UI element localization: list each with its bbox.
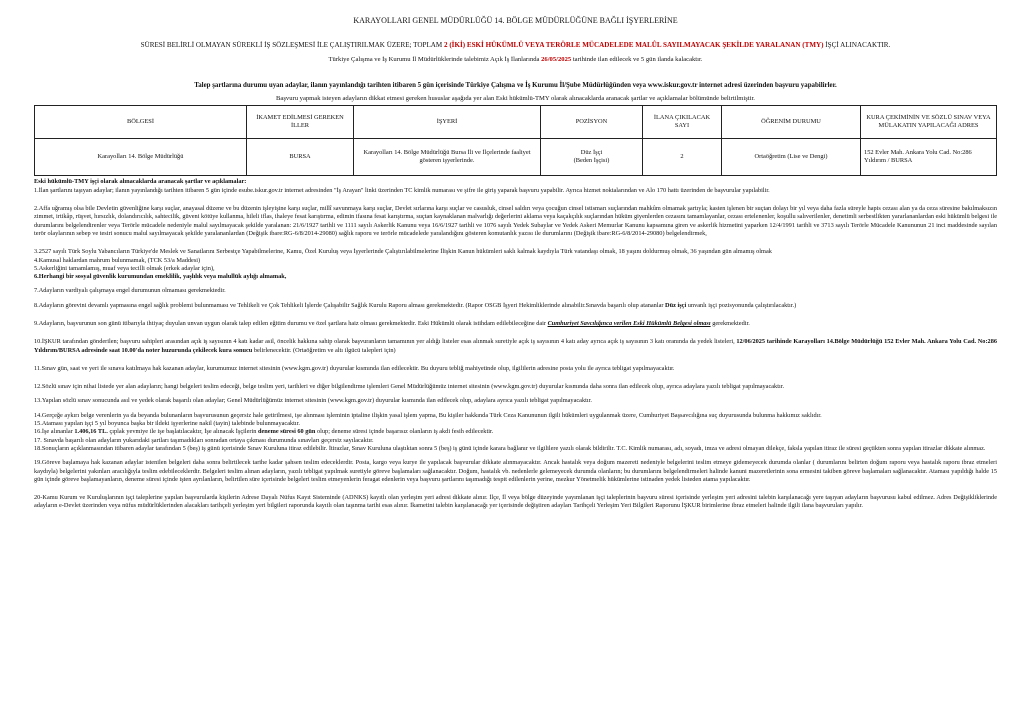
- subtitle-post: İŞÇİ ALINACAKTIR.: [823, 40, 891, 49]
- table-header-row: [35, 106, 997, 139]
- condition-item-7: 7.Adayların vardiyalı çalışmaya engel durumunun olmaması gerekmektedir.: [34, 287, 226, 295]
- positions-table: [34, 105, 997, 176]
- announce-line: [34, 56, 997, 65]
- col-header-region: BÖLGESİ: [35, 106, 247, 139]
- application-instruction: Talep şartlarına durumu uyan adaylar, ilanın yayınlandığı tarihten itibaren 5 gün içerisinde Türkiye Çalışma ve İş Kurumu İl/Şube Müdürlüğünden veya www.iskur.gov.tr internet adresi üzerinden başvuru yapabilirler.: [194, 81, 837, 89]
- condition-item-8: [34, 302, 997, 310]
- document-title: KARAYOLLARI GENEL MÜDÜRLÜĞÜ 14. BÖLGE MÜDÜRLÜĞÜNE BAĞLI İŞYERLERİNE: [353, 16, 678, 25]
- item-9-post: gerekmektedir.: [710, 319, 750, 327]
- col-header-workplace: İŞYERİ: [354, 106, 541, 139]
- document-subtitle: [34, 41, 997, 50]
- item-8-pre: 8.Adayların görevini devamlı yapmasına engel sağlık problemi bulunmaması ve Tehlikeli ve Çok Tehlikeli İşlerde Çalışabilir Sağlık Kurulu Raporu alması gerekmektedir. (Rapor OSGB İşyeri Hekimliklerinde alınabilir.Sınavda başarılı olup atananlar: [34, 301, 666, 309]
- condition-item-14: 14.Gerçeğe aykırı belge verenlerin ya da beyanda bulunanların başvurusunun geçersiz hale getirilmesi, işe alınması işleminin iptaline ilişkin yasal işlem yapma, Bu kişiler hakkında Türk Ceza Kanununun ilgili hükümleri uygulanmak üzere, Cumhuriyet Başsavcılığına suç duyurusunda bulunma hakkımız saklıdır.: [34, 411, 822, 419]
- item-10-bold: 12/06/2025 tarihinde Karayolları 14.Bölge Müdürlüğü 152 Evler Mah. Ankara Yolu Cad. No:286 Yıldırım/BURSA adresinde saat 10.00'da noter huzurunda çekilecek kura sonucu: [34, 338, 997, 354]
- cell-cities: BURSA: [247, 139, 354, 176]
- table-row: [35, 139, 997, 176]
- condition-item-11: 11.Sınav gün, saat ve yeri ile sınava katılmaya hak kazanan adaylar, kurumumuz internet sitesinin (www.kgm.gov.tr) duyurular kısmında ilan edilecektir. Bu duyuru tebliğ mahiyetinde olup, ilgililerin adresine posta yolu ile ayrıca tebligat yapılmayacaktır.: [34, 364, 675, 372]
- cell-education: Ortaöğretim (Lise ve Dengi): [722, 139, 861, 176]
- cell-count: 2: [643, 139, 722, 176]
- cell-address: 152 Evler Mah. Ankara Yolu Cad. No:286 Yıldırım / BURSA: [861, 139, 997, 176]
- col-header-education: ÖĞRENİM DURUMU: [722, 106, 861, 139]
- item-9-pre: 9.Adayların, başvurunun son günü itibarıyla ihtiyaç duyulan unvan uygun olarak talep edilen eğitim durumu ve özel şartlara haiz olması gerekmektedir. Eski Hükümlü olarak istihdam edilebileceğine dair: [34, 319, 548, 327]
- item-16-pre: 16.İşe alınanlar: [34, 428, 75, 436]
- announce-pre: Türkiye Çalışma ve İş Kurumu İl Müdürlüklerinde talebimiz Açık İş İlanlarında: [328, 55, 542, 63]
- item-16-trial: deneme süresi 60 gün: [258, 428, 316, 436]
- condition-item-13: 13.Yapılan sözlü sınav sonucunda asıl ve yedek olarak başarılı olan adaylar; Genel Müdürlüğümüz internet sitesinin (www.kgm.gov.tr) duyurular kısmında ilan edilecek olup, adaylara ayrıca yazılı tebligat yapılmayacaktır.: [34, 397, 592, 405]
- col-header-count: İLANA ÇIKILACAK SAYI: [643, 106, 722, 139]
- condition-item-5: 5.Askerliğini tamamlamış, muaf veya tecilli olmak (erkek adaylar için),: [34, 264, 215, 272]
- announcement-page: [34, 14, 997, 511]
- item-9-bold: Cumhuriyet Savcılığınca verilen Eski Hükümlü Belgesi olması: [547, 319, 711, 327]
- col-header-cities: İKAMET EDİLMESİ GEREKEN İLLER: [247, 106, 354, 139]
- cell-region: Karayolları 14. Bölge Müdürlüğü: [35, 139, 247, 176]
- subtitle-pre: SÜRESİ BELİRLİ OLMAYAN SÜREKLİ İŞ SÖZLEŞMESİ İLE ÇALIŞTIRILMAK ÜZERE; TOPLAM: [140, 40, 444, 49]
- condition-item-6: 6.Herhangi bir sosyal güvenlik kurumundan emeklilik, yaşlılık veya malullük aylığı almamak,: [34, 273, 287, 281]
- condition-item-9: [34, 320, 997, 328]
- announce-post: tarihinde ilan edilecek ve 5 gün ilanda kalacaktır.: [571, 55, 703, 63]
- col-header-position: POZİSYON: [541, 106, 643, 139]
- condition-item-20: 20-Kamu Kurum ve Kuruluşlarının işçi taleplerine yapılan başvurularda kişilerin Adrese Dayalı Nüfus Kayıt Sisteminde (ADNKS) kayıtlı olan yerleşim yeri adresi dikkate alınır. İlçe, İl veya bölge düzeyinde yayımlanan işçi taleplerinin başvuru süresi içerisinde yerleşim yeri adresini talebin karşılanacağı yere taşıyan adayların başvurusu kabul edilmez. Adres Değişikliklerinde adayların e-Devlet üzerinden veya nüfus müdürlüklerinden alacakları tarihçeli yerleşim yeri bilgileri raporunda kayıtlı olan taşınma tarihi esas alınır. İkametini talebin karşılanacağı yer içerisinde değiştiren adayları Tarihçeli Yerleşim Yeri Bilgileri Raporunu İŞKUR birimlerine ibraz etmeleri halinde ilgili ilana başvuruları yapılır.: [34, 494, 997, 510]
- cell-position: Düz İşçi (Beden İşçisi): [541, 139, 643, 176]
- item-16-mid: çıplak yevmiye ile işe başlatılacaktır, İşe alınacak İşçilerin: [107, 428, 258, 436]
- condition-item-18: 18.Sonuçların açıklanmasından itibaren adaylar tarafından 5 (beş) iş günü içerisinde Sınav Kuruluna itiraz edilebilir. İtirazlar, Sınav Kuruluna ulaştıktan sonra 5 (beş) iş günü içinde karara bağlanır ve ilgililere yazılı olarak bildirilir. T.C. Kimlik numarası, adı, soyadı, imza ve adresi olmayan dilekçe, faksla yapılan itiraz ile süresi geçtikten sonra yapılan itirazlar dikkate alınmaz.: [34, 444, 986, 452]
- conditions-title: Eski hükümlü-TMY işçi olarak alınacaklarda aranacak şartlar ve açıklamalar:: [34, 178, 247, 186]
- condition-item-12: 12.Sözlü sınav için nihai listede yer alan adayların; hangi belgeleri teslim edeceği, belge teslim yeri, tarihleri ve diğer bilgilendirme işlemleri Genel Müdürlüğümüz internet sitesinin (www.kgm.gov.tr) duyurular kısmında daha sonra ilan edilecek olup, ayrıca adaylara yazılı tebligat yapılmayacaktır.: [34, 383, 785, 391]
- condition-item-16: [34, 428, 997, 436]
- col-header-address: KURA ÇEKİMİNİN VE SÖZLÜ SINAV VEYA MÜLAKATIN YAPILACAĞI ADRES: [861, 106, 997, 139]
- subtitle-highlight: 2 (İKİ) ESKİ HÜKÜMLÜ VEYA TERÖRLE MÜCADELEDE MALÛL SAYILMAYACAK ŞEKİLDE YARALANAN (TMY): [444, 40, 824, 49]
- cell-workplace: Karayolları 14. Bölge Müdürlüğü Bursa İli ve İlçelerinde faaliyet gösteren işyerlerinde.: [354, 139, 541, 176]
- notice-line: Başvuru yapmak isteyen adayların dikkat etmesi gereken hususlar aşağıda yer alan Eski hükümlü-TMY olarak alınacaklarda aranacak şartlar ve açıklamalar bölümünde belirtilmiştir.: [276, 94, 755, 102]
- item-10-post: belirlenecektir. (Ortaöğretim ve altı ilgücü talepleri için): [252, 346, 396, 354]
- condition-item-2: 2.Affa uğramış olsa bile Devletin güvenliğine karşı suçlar, anayasal düzene ve bu düzenin işleyişine karşı suçlar, millî savunmaya karşı suçlar, Devlet sırlarına karşı suçlar ve casusluk, cinsel saldırı veya çocuğun cinsel istismarı suçlarından mahkûm olmamak şartıyla; kasten işlenen bir suçtan dolayı bir yıl veya daha fazla süreyle hapis cezası alan ya da ceza süresine bakılmaksızın zimmet, irtikâp, rüşvet, hırsızlık, dolandırıcılık, sahtecilik, güveni kötüye kullanma, hileli iflas, ihaleye fesat karıştırma, edimin ifasına fesat karıştırma, suçtan kaynaklanan malvarlığı değerlerini aklama veya kaçakçılık suçlarından hüküm giyenlerden cezasını tamamlayanlar, cezası ertelenenler, koşullu salıverilenler, denetimli serbestlikten yararlananlardan eski hükümlü belgesi ile durumlarını belgelendirenler veya Terörle mücadele nedeniyle malul sayılmayacak şekilde yaralanan: 21/6/1927 tarihli ve 1111 sayılı Askerlik Kanunu veya 16/6/1927 tarihli ve 1076 sayılı Yedek Subaylar ve Yedek Askeri Memurlar Kanunu kapsamına giren ve askerlik hizmetini yaparken 12/4/1991 tarihli ve 3713 sayılı Terörle Mücadele Kanununun 21 inci maddesinde sayılan terör olaylarının sebep ve tesiri sonucu malul sayılmayacak şekilde yaralananlardan (Değişik ibare:RG-6/8/2014-29080) sağlık raporu ve terörle mücadelede yaralandığını gösteren komutanlık yazısı ile durumlarını (Değişik ibare:RG-6/8/2014-29080) belgelendirmek,: [34, 205, 997, 237]
- item-16-wage: 1.406,16 TL.: [74, 428, 108, 436]
- condition-item-10: [34, 338, 997, 355]
- condition-item-17: 17. Sınavda başarılı olan adayların yukarıdaki şartları taşımadıkları sonradan ortaya çıkması durumunda sınavları geçersiz sayılacaktır.: [34, 436, 374, 444]
- condition-item-4: 4.Kamusal haklardan mahrum bulunmamak, (TCK 53/a Maddesi): [34, 256, 201, 264]
- item-8-bold: Düz işçi: [665, 301, 687, 309]
- item-10-pre: 10.İŞKUR tarafından gönderilen; başvuru sahipleri arasından açık iş sayısının 4 katı kadar asil, öncelik hakkına sahip olarak başvuranların tamamının yer aldığı listeler esas alınmak suretiyle açık iş sayısının 4 katı aday ayrıca açık iş sayısının 3 katı oranında da yedek listeleri,: [34, 338, 737, 346]
- announce-date: 26/05/2025: [541, 55, 572, 63]
- condition-item-15: 15.Ataması yapılan işçi 5 yıl boyunca başka bir ildeki işyerlerine nakil (tayin) talebinde bulunmayacaktır.: [34, 420, 300, 428]
- item-8-post: unvanlı işçi pozisyonunda çalıştırılacaktır.): [686, 301, 797, 309]
- condition-item-1: 1.İlan şartlarını taşıyan adaylar; ilanın yayınlandığı tarihten itibaren 5 gün içinde esube.iskur.gov.tr internet adresinden "İş Arayan" linki üzerinden TC kimlik numarası ve şifre ile giriş yaparak başvuru yapabilir. Ayrıca hizmet noktalarından ve Alo 170 hattı üzerinden de başvurular yapılabilir.: [34, 186, 770, 194]
- condition-item-3: 3.2527 sayılı Türk Soylu Yabancıların Türkiye'de Meslek ve Sanatlarını Serbestçe Yapabilmelerine, Kamu, Özel Kuruluş veya İşyerlerinde Çalıştırılabilmelerine İlişkin Kanun hükümleri saklı kalmak kaydıyla Türk vatandaşı olmak, 18 yaşını doldurmuş olmak, 36 yaşından gün almamış olmak: [34, 248, 772, 256]
- item-16-post: olup; deneme süresi içinde başarısız olanların iş akdi fesih edilecektir.: [315, 428, 494, 436]
- condition-item-19: 19.Göreve başlamaya hak kazanan adaylar istenilen belgeleri daha sonra belirtilecek tarihe kadar şahsen teslim edeceklerdir. Posta, kargo veya kurye ile yapılacak başvurular dikkate alınmayacaktır. Ancak hastalık veya doğum mazereti nedeniyle belgelerini teslim etmeye gidemeyecek durumda olanlar ( durumlarını belirten doğum raporu veya hastalık raporu ibraz etmeleri kaydıyla) belgelerini yakınları aracılığıyla teslim edebileceklerdir. Belgeleri teslim alınan adayların, yazılı tebligat yapılmak suretiyle göreve başlamaları sağlanacaktır. Doğum, hastalık vb. nedenlerle gelemeyecek durumda olanların; bu durumlarını belgelendirmeleri halinde kanuni mazeretlerinin sona ermesini takiben göreve başlamaları sağlanacaktır. Ataması yapıldığı halde 15 gün içinde göreve başlamayanların, deneme süresi içinde işten ayrılanların, belirtilen süre içerisinde belgeleri teslim etmeyenlerin feragat edenlerin veya başvuru şartlarını taşımadığı tespit edilenlerin yerine, mezkur Yönetmelik hükümlerine istinaden yedek listeden atama yapılacaktır.: [34, 459, 997, 483]
